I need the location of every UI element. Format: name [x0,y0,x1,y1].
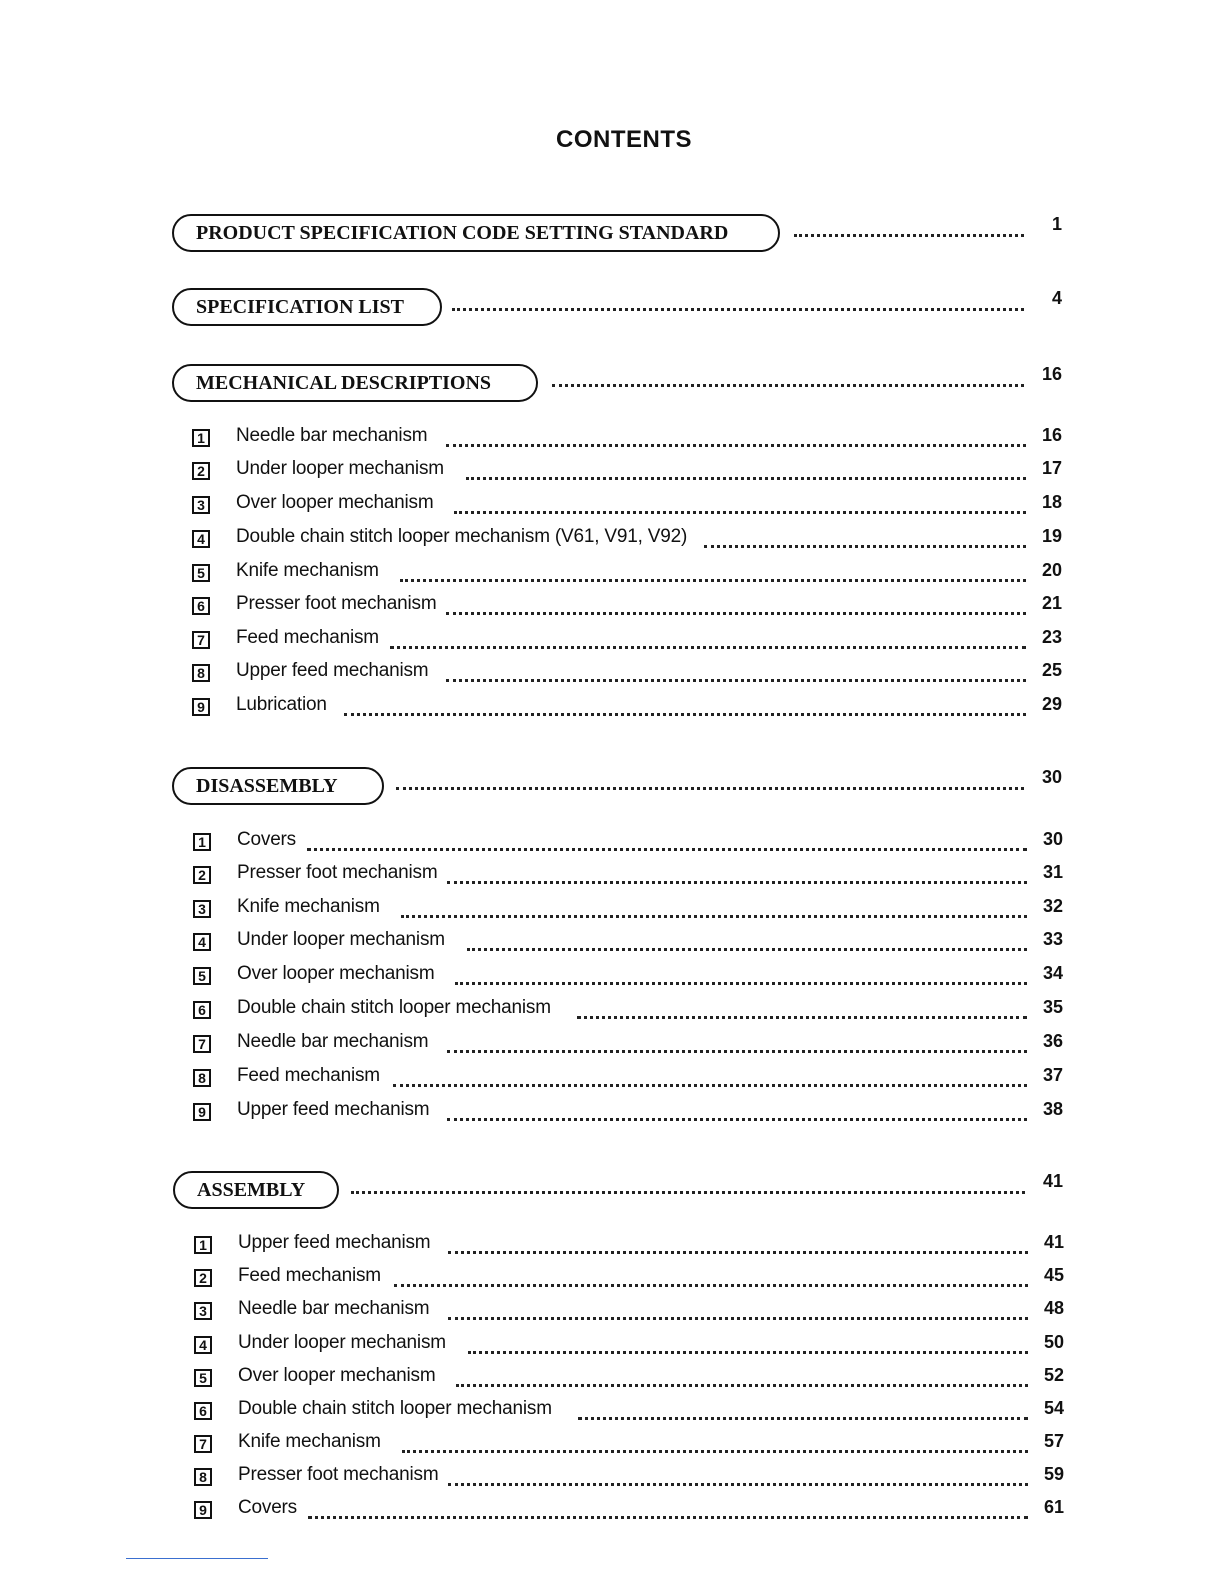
section-page-number: 16 [1041,364,1062,384]
item-number: 7 [192,631,210,649]
leader-dots [456,1374,1028,1387]
item-label: Knife mechanism [238,1431,381,1452]
item-page-number: 36 [1042,1031,1063,1051]
toc-entry[interactable] [194,1365,1064,1395]
item-page-number: 61 [1043,1497,1064,1517]
section-badge: ASSEMBLY [173,1171,339,1209]
toc-entry[interactable] [194,1232,1064,1262]
item-label: Covers [238,1497,297,1518]
toc-entry[interactable] [192,492,1062,522]
toc-entry[interactable] [194,1265,1064,1295]
item-page-number: 50 [1043,1332,1064,1352]
item-page-number: 34 [1042,963,1063,983]
item-number: 6 [193,1001,211,1019]
leader-dots [452,292,1024,311]
leader-dots [467,938,1027,951]
leader-dots [447,1108,1027,1121]
section-page-number: 30 [1041,767,1062,787]
leader-dots [307,838,1027,851]
leader-dots [393,1074,1027,1087]
leader-dots [447,871,1027,884]
item-number: 2 [194,1269,212,1287]
item-page-number: 37 [1042,1065,1063,1085]
toc-entry[interactable] [193,997,1063,1027]
item-page-number: 21 [1041,593,1062,613]
toc-section[interactable] [172,214,1062,254]
leader-dots [447,1040,1027,1053]
section-badge: PRODUCT SPECIFICATION CODE SETTING STANDARD [172,214,780,252]
item-page-number: 45 [1043,1265,1064,1285]
leader-dots [400,569,1026,582]
item-page-number: 25 [1041,660,1062,680]
item-page-number: 48 [1043,1298,1064,1318]
item-page-number: 52 [1043,1365,1064,1385]
item-number: 4 [194,1336,212,1354]
item-label: Knife mechanism [236,560,379,581]
leader-dots [466,467,1026,480]
leader-dots [446,434,1026,447]
leader-dots [704,535,1026,548]
toc-section[interactable] [172,288,1062,328]
toc-entry[interactable] [192,425,1062,455]
toc-entry[interactable] [193,829,1063,859]
item-number: 4 [193,933,211,951]
item-page-number: 16 [1041,425,1062,445]
leader-dots [448,1307,1028,1320]
item-page-number: 59 [1043,1464,1064,1484]
item-page-number: 38 [1042,1099,1063,1119]
leader-dots [394,1274,1028,1287]
item-page-number: 32 [1042,896,1063,916]
item-number: 7 [194,1435,212,1453]
item-label: Needle bar mechanism [238,1298,430,1319]
item-number: 3 [192,496,210,514]
toc-entry[interactable] [193,1065,1063,1095]
item-label: Upper feed mechanism [237,1099,430,1120]
toc-entry[interactable] [193,896,1063,926]
toc-entry[interactable] [194,1497,1064,1527]
leader-dots [448,1241,1028,1254]
item-page-number: 57 [1043,1431,1064,1451]
item-label: Over looper mechanism [238,1365,436,1386]
item-number: 5 [192,564,210,582]
toc-entry[interactable] [192,560,1062,590]
section-page-number: 1 [1051,214,1062,234]
item-number: 3 [194,1302,212,1320]
page-title: CONTENTS [556,126,692,153]
item-label: Upper feed mechanism [238,1232,431,1253]
item-label: Presser foot mechanism [238,1464,439,1485]
item-page-number: 35 [1042,997,1063,1017]
toc-entry[interactable] [192,694,1062,724]
leader-dots [401,905,1027,918]
section-badge: DISASSEMBLY [172,767,384,805]
item-label: Needle bar mechanism [236,425,428,446]
toc-entry[interactable] [194,1464,1064,1494]
toc-entry[interactable] [194,1332,1064,1362]
item-number: 6 [192,597,210,615]
item-label: Double chain stitch looper mechanism (V61, V91, V92) [236,526,688,547]
item-number: 6 [194,1402,212,1420]
leader-dots [468,1341,1028,1354]
item-page-number: 31 [1042,862,1063,882]
item-number: 8 [194,1468,212,1486]
item-label: Presser foot mechanism [237,862,438,883]
item-number: 9 [192,698,210,716]
item-page-number: 17 [1041,458,1062,478]
item-number: 5 [194,1369,212,1387]
section-page-number: 4 [1051,288,1062,308]
item-number: 2 [192,462,210,480]
toc-entry[interactable] [192,627,1062,657]
item-number: 8 [193,1069,211,1087]
scan-edge-line [126,1558,268,1559]
item-label: Double chain stitch looper mechanism [238,1398,552,1419]
toc-entry[interactable] [194,1431,1064,1461]
section-page-number: 41 [1042,1171,1063,1191]
toc-entry[interactable] [192,458,1062,488]
leader-dots [578,1407,1028,1420]
item-label: Under looper mechanism [238,1332,446,1353]
leader-dots [308,1506,1028,1519]
item-page-number: 30 [1042,829,1063,849]
item-label: Needle bar mechanism [237,1031,429,1052]
item-page-number: 18 [1041,492,1062,512]
item-label: Over looper mechanism [237,963,435,984]
toc-entry[interactable] [193,929,1063,959]
leader-dots [794,218,1024,237]
item-number: 1 [193,833,211,851]
item-number: 3 [193,900,211,918]
leader-dots [446,669,1026,682]
item-page-number: 33 [1042,929,1063,949]
item-label: Double chain stitch looper mechanism [237,997,551,1018]
toc-entry[interactable] [192,593,1062,623]
toc-entry[interactable] [194,1298,1064,1328]
item-label: Feed mechanism [238,1265,381,1286]
leader-dots [454,501,1026,514]
item-label: Knife mechanism [237,896,380,917]
toc-section[interactable] [172,364,1062,404]
item-number: 1 [192,429,210,447]
item-number: 9 [194,1501,212,1519]
item-page-number: 29 [1041,694,1062,714]
item-number: 8 [192,664,210,682]
item-number: 2 [193,866,211,884]
toc-entry[interactable] [193,1099,1063,1129]
toc-entry[interactable] [193,862,1063,892]
item-label: Under looper mechanism [236,458,444,479]
item-number: 7 [193,1035,211,1053]
leader-dots [344,703,1026,716]
toc-entry[interactable] [193,963,1063,993]
item-label: Under looper mechanism [237,929,445,950]
item-page-number: 23 [1041,627,1062,647]
leader-dots [552,368,1024,387]
section-badge: MECHANICAL DESCRIPTIONS [172,364,538,402]
toc-entry[interactable] [192,660,1062,690]
item-label: Feed mechanism [237,1065,380,1086]
leader-dots [351,1175,1025,1194]
leader-dots [577,1006,1027,1019]
item-number: 5 [193,967,211,985]
item-page-number: 54 [1043,1398,1064,1418]
toc-entry[interactable] [192,526,1062,556]
leader-dots [455,972,1027,985]
section-badge: SPECIFICATION LIST [172,288,442,326]
item-label: Over looper mechanism [236,492,434,513]
item-page-number: 19 [1041,526,1062,546]
item-label: Covers [237,829,296,850]
toc-entry[interactable] [193,1031,1063,1061]
item-label: Upper feed mechanism [236,660,429,681]
toc-entry[interactable] [194,1398,1064,1428]
leader-dots [396,771,1024,790]
item-page-number: 20 [1041,560,1062,580]
leader-dots [446,602,1026,615]
leader-dots [448,1473,1028,1486]
item-label: Lubrication [236,694,327,715]
item-label: Presser foot mechanism [236,593,437,614]
toc-section[interactable] [172,767,1062,807]
item-number: 9 [193,1103,211,1121]
item-number: 1 [194,1236,212,1254]
item-label: Feed mechanism [236,627,379,648]
item-page-number: 41 [1043,1232,1064,1252]
leader-dots [390,636,1026,649]
toc-section[interactable] [173,1171,1063,1211]
item-number: 4 [192,530,210,548]
leader-dots [402,1440,1028,1453]
